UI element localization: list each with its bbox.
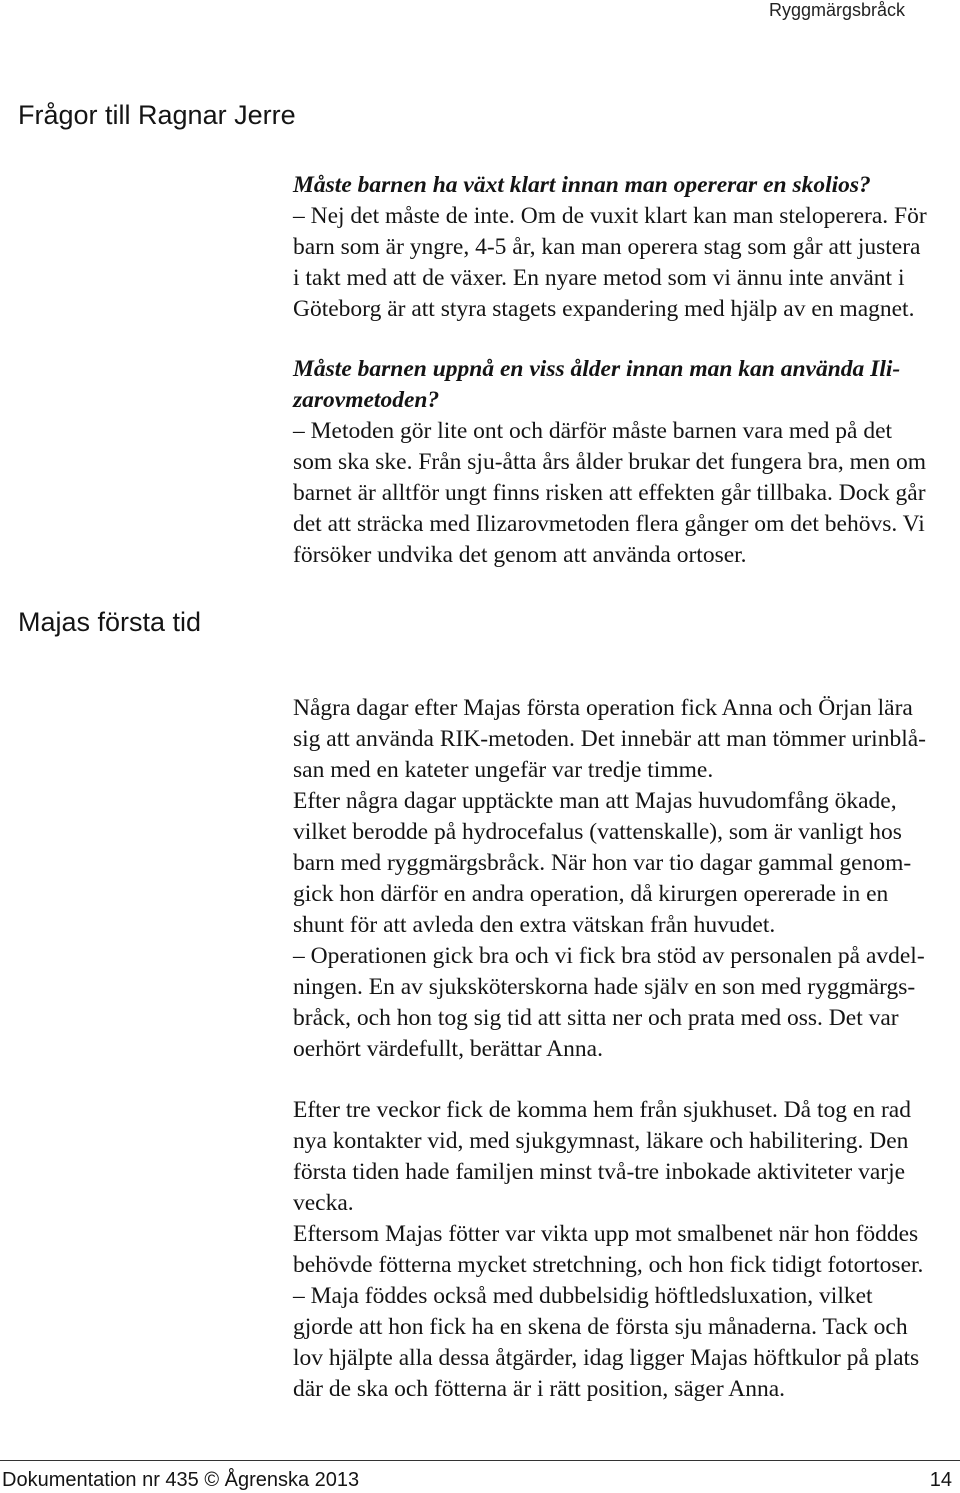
text-line: lov hjälpte alla dessa åtgärder, idag ligger Majas höftkulor på plats (293, 1345, 920, 1371)
section-heading-majas-first-time: Majas första tid (18, 607, 202, 637)
text-line: barnet är alltför ungt finns risken att effekten går tillbaka. Dock går (293, 480, 926, 506)
body-paragraph-hospital (293, 693, 953, 1065)
text-line: shunt för att avleda den extra vätskan från huvudet. (293, 912, 776, 938)
question-line: Måste barnen ha växt klart innan man opererar en skolios? (293, 172, 871, 198)
text-line: – Maja föddes också med dubbelsidig höftledsluxation, vilket (293, 1283, 873, 1309)
text-line: Efter tre veckor fick de komma hem från sjukhuset. Då tog en rad (293, 1097, 911, 1123)
body-paragraph-home (293, 1095, 953, 1405)
footer-divider (0, 1460, 960, 1461)
question-line: Måste barnen uppnå en viss ålder innan man kan använda Ili- (293, 356, 901, 382)
qa-block-scoliosis (293, 170, 953, 325)
footer-publication: Dokumentation nr 435 © Ågrenska 2013 (2, 1469, 360, 1491)
text-line: gick hon därför en andra operation, då kirurgen opererade in en (293, 881, 889, 907)
running-title: Ryggmärgsbråck (768, 0, 905, 20)
text-line: bråck, och hon tog sig tid att sitta ner och prata med oss. Det var (293, 1005, 899, 1031)
section-heading-questions: Frågor till Ragnar Jerre (18, 100, 296, 130)
text-line: barn som är yngre, 4-5 år, kan man operera stag som går att justera (293, 234, 921, 260)
text-line: behövde fötterna mycket stretchning, och hon fick tidigt fotortoser. (293, 1252, 924, 1278)
text-line: gjorde att hon fick ha en skena de första sju månaderna. Tack och (293, 1314, 908, 1340)
text-line: – Nej det måste de inte. Om de vuxit klart kan man steloperera. För (293, 203, 927, 229)
text-line: som ska ske. Från sju-åtta års ålder brukar det fungera bra, men om (293, 449, 926, 475)
question-line: zarovmetoden? (293, 387, 440, 413)
text-line: – Metoden gör lite ont och därför måste barnen vara med på det (293, 418, 893, 444)
text-line: där de ska och fötterna är i rätt position, säger Anna. (293, 1376, 786, 1402)
text-line: – Operationen gick bra och vi fick bra stöd av personalen på avdel- (293, 943, 925, 969)
text-line: barn med ryggmärgsbråck. När hon var tio dagar gammal genom- (293, 850, 912, 876)
text-line: sig att använda RIK-metoden. Det innebär att man tömmer urinblå- (293, 726, 926, 752)
text-line: oerhört värdefullt, berättar Anna. (293, 1036, 603, 1062)
page-number: 14 (929, 1469, 952, 1491)
text-line: vilket berodde på hydrocefalus (vattenskalle), som är vanligt hos (293, 819, 902, 845)
text-line: försöker undvika det genom att använda ortoser. (293, 542, 747, 568)
text-line: i takt med att de växer. En nyare metod som vi ännu inte använt i (293, 265, 905, 291)
text-line: ningen. En av sjuksköterskorna hade själv en son med ryggmärgs- (293, 974, 916, 1000)
text-line: Några dagar efter Majas första operation fick Anna och Örjan lära (293, 695, 913, 721)
text-line: det att sträcka med Ilizarovmetoden flera gånger om det behövs. Vi (293, 511, 925, 537)
text-line: Göteborg är att styra stagets expandering med hjälp av en magnet. (293, 296, 915, 322)
text-line: Eftersom Majas fötter var vikta upp mot smalbenet när hon föddes (293, 1221, 919, 1247)
text-line: Efter några dagar upptäckte man att Majas huvudomfång ökade, (293, 788, 897, 814)
text-line: vecka. (293, 1190, 354, 1216)
text-line: nya kontakter vid, med sjukgymnast, läkare och habilitering. Den (293, 1128, 909, 1154)
qa-block-ilizarov (293, 354, 953, 571)
text-line: san med en kateter ungefär var tredje timme. (293, 757, 714, 783)
text-line: första tiden hade familjen minst två-tre inbokade aktiviteter varje (293, 1159, 906, 1185)
